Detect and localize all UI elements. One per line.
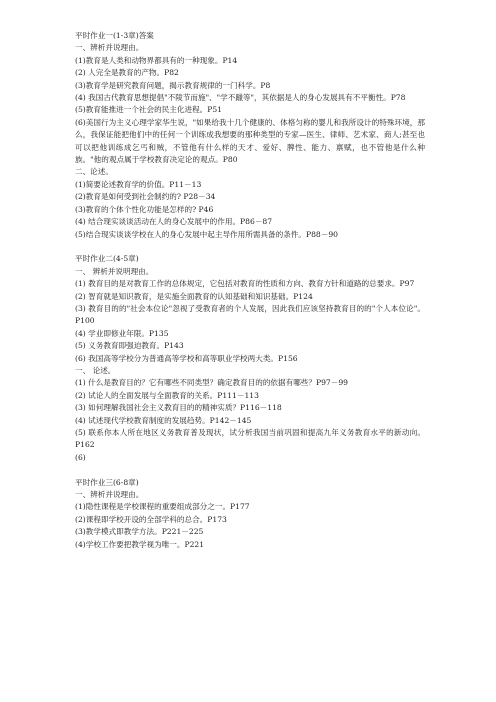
question-item: (5)结合现实谈谈学校在人的身心发展中起主导作用所需具备的条件。P88－90 xyxy=(75,229,339,239)
section-homework-3 xyxy=(75,477,425,551)
question-item: (1)教育是人类和动物界都具有的一种现象。P14 xyxy=(75,55,238,65)
question-item: (4) 结合现实谈谈活动在人的身心发展中的作用。P86－87 xyxy=(75,217,273,227)
question-item: (5) 联系你本人所在地区义务教育普及现状，试分析我国当前巩固和提高九年义务教育水平的新动向。P162 xyxy=(75,427,425,450)
question-item: (6)美国行为主义心理学家华生说，"如果给我十几个健康的、体格匀称的婴儿和我所设计的特殊环境，那么，我保证能把他们中的任何一个训练成我想要的那种类型的专家—医生、律师、艺术家、商人;甚至也可以把他训练成乞丐和贼，不管他有什么样的天才、爱好、脾性、能力、禀赋，也不管他是什么种族。"他的观点属于学校教育决定论的观点。P80 xyxy=(75,117,425,165)
section-homework-1 xyxy=(75,30,425,241)
document-page xyxy=(75,30,425,551)
question-item: (4)学校工作要把教学视为唯一。P221 xyxy=(75,539,205,549)
question-item: (2)课程即学校开设的全部学科的总合。P173 xyxy=(75,514,227,524)
question-item: (4) 试述现代学校教育制度的发展趋势。P142－145 xyxy=(75,415,252,425)
question-item: (4) 学业即修业年限。P135 xyxy=(75,328,169,338)
question-item: (3) 如何理解我国社会主义教育目的的精神实质？P116－118 xyxy=(75,403,282,413)
heading: 一、 论述。 xyxy=(75,365,116,375)
section-title: 平时作业三(6-8章) xyxy=(75,477,139,487)
question-item: (3) 教育目的的"社会本位论"忽视了受教育者的个人发展，因此我们应该坚持教育目的的"个人本位论"。P100 xyxy=(75,303,425,326)
question-item: (6) xyxy=(75,452,86,462)
question-item: (5) 义务教育即强迫教育。P143 xyxy=(75,341,184,351)
spacer xyxy=(75,241,425,253)
question-item: (6) 我国高等学校分为普通高等学校和高等职业学校两大类。P156 xyxy=(75,353,298,363)
question-item: (1)简要论述教育学的价值。P11－13 xyxy=(75,179,202,189)
heading: 一、辨析并说理由。 xyxy=(75,490,144,499)
question-item: (4) 我国古代教育思想提倡"不陵节而施"、"学不躐等"，其依据是人的身心发展具有不平衡性。P78 xyxy=(75,93,406,103)
question-item: (1) 什么是教育目的？它有哪些不同类型？确定教育目的的依据有哪些？P97－99 xyxy=(75,378,349,388)
spacer xyxy=(75,464,425,476)
question-item: (2) 试论人的全面发展与全面教育的关系。P111－113 xyxy=(75,390,259,400)
question-item: (1) 教育目的是对教育工作的总体规定，它包括对教育的性质和方向、教育方针和道路的总要求。P97 xyxy=(75,279,415,289)
section-homework-2 xyxy=(75,253,425,464)
section-title: 平时作业二(4-5章) xyxy=(75,254,139,264)
question-item: (2) 人完全是教育的产物。P82 xyxy=(75,68,179,78)
question-item: (1)隐性课程是学校课程的重要组成部分之一。P177 xyxy=(75,502,250,512)
question-item: (3)教育的个体个性化功能是怎样的? P46 xyxy=(75,204,214,214)
question-item: (3)教育学是研究教育问题，揭示教育规律的一门科学。P8 xyxy=(75,80,271,90)
question-item: (5)教育能推进一个社会的民主化进程。P51 xyxy=(75,105,223,115)
heading: 一、辨析并说理由。 xyxy=(75,43,144,53)
section-title: 平时作业一(1-3章)答案 xyxy=(75,31,154,40)
question-item: (2)教育是如何受到社会制约的? P28－34 xyxy=(75,192,216,202)
heading: 一、 辨析并说明理由。 xyxy=(75,266,154,276)
heading: 二、论述。 xyxy=(75,167,113,177)
question-item: (2) 智育就是知识教育，是实施全面教育的认知基础和知识基础。P124 xyxy=(75,291,313,301)
question-item: (3)教学模式即教学方法。P221－225 xyxy=(75,527,204,537)
